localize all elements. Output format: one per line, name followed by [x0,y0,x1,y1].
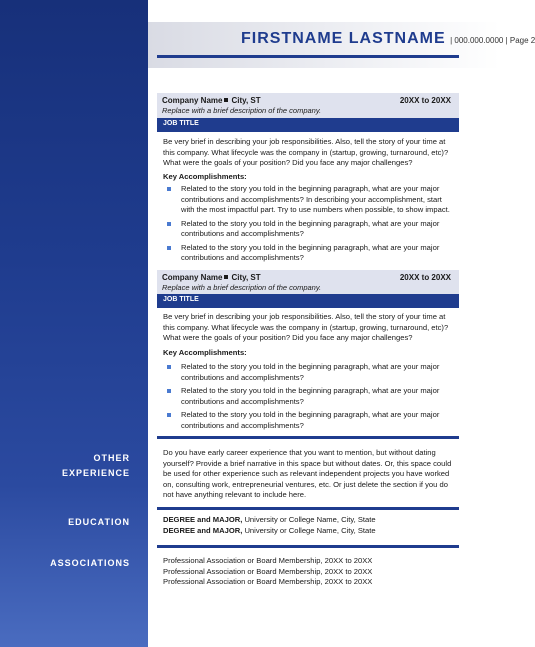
square-bullet-icon [167,413,171,417]
job-2-title: JOB TITLE [163,296,199,303]
job-1-accomplishments-list [163,184,455,267]
education-entry: DEGREE and MAJOR, University or College Name, City, State [163,525,376,535]
square-bullet-icon [167,222,171,226]
education-entry: DEGREE and MAJOR, University or College Name, City, State [163,515,376,524]
other-experience-heading: OTHER EXPERIENCE [61,453,130,478]
education-heading: EDUCATION [68,517,130,527]
job-1-dates: 20XX to 20XX [399,96,451,105]
list-item: Related to the story you told in the beginning paragraph, what are your major contributions and accomplishments? [163,386,455,407]
job-2-location: City, ST [231,273,261,282]
job-2-description: Replace with a brief description of the company. [162,283,322,292]
header-meta: | 000.000.0000 | Page 2 [450,36,535,45]
square-bullet-icon [167,187,171,191]
section-rule-other [157,436,459,439]
list-item: Related to the story you told in the beginning paragraph, what are your major contributions and accomplishments? In describing your accomplishment, start with the most impactful part. Try to use numbers when possible, to show impact. [163,184,455,216]
section-rule-associations [157,545,459,548]
job-1-title: JOB TITLE [163,120,199,127]
job-2-accomplishments-label: Key Accomplishments: [163,348,247,357]
header-rule [157,55,459,58]
job-1-company-bar [157,93,459,119]
job-1-title-bar [157,118,459,132]
square-bullet-icon [167,246,171,250]
job-2-title-bar [157,294,459,308]
other-experience-text: Do you have early career experience that you want to mention, but without dating yourself? Provide a brief narrative in this space but without dates. Or, this space could be used for other experience such as relevant independent projects you have worked on, consulting work, entrepreneurial ventures, etc. Or just delete the section if you do not have anything relevant to include here. [163,448,452,499]
job-1-accomplishments-label: Key Accomplishments: [163,172,247,181]
job-2-company-bar [157,270,459,296]
candidate-name: FIRSTNAME LASTNAME [241,30,446,47]
associations-list [163,556,455,588]
education-list [163,515,455,536]
job-2-company-name: Company Name [162,273,223,282]
list-item: Related to the story you told in the beginning paragraph, what are your major contributions and accomplishments? [163,243,455,264]
job-1-company-name: Company Name [162,96,223,105]
job-1-description: Replace with a brief description of the company. [162,106,322,115]
job-2-accomplishments-list [163,362,455,434]
square-bullet-icon [167,365,171,369]
sidebar [0,0,148,647]
job-1-location: City, ST [231,96,261,105]
job-2-company [162,273,261,282]
square-bullet-icon [224,98,228,102]
association-entry: Professional Association or Board Membership, 20XX to 20XX [163,577,373,586]
list-item: Related to the story you told in the beginning paragraph, what are your major contributions and accomplishments? [163,219,455,240]
job-2-dates: 20XX to 20XX [399,273,451,282]
association-entry: Professional Association or Board Membership, 20XX to 20XX [163,566,373,576]
association-entry: Professional Association or Board Membership, 20XX to 20XX [163,556,373,565]
list-item: Related to the story you told in the beginning paragraph, what are your major contributions and accomplishments? [163,410,455,431]
list-item: Related to the story you told in the beginning paragraph, what are your major contributions and accomplishments? [163,362,455,383]
section-rule-education [157,507,459,510]
job-1-summary: Be very brief in describing your job responsibilities. Also, tell the story of your time at this company. What lifecycle was the company in (startup, growing, turnaround, etc)? What were the goals of your position? Did you face any major challenges? [163,137,449,167]
job-2-summary: Be very brief in describing your job responsibilities. Also, tell the story of your time at this company. What lifecycle was the company in (startup, growing, turnaround, etc)? What were the goals of your position? Did you face any major challenges? [163,312,449,342]
job-1-company [162,96,261,105]
page-header [241,30,535,48]
square-bullet-icon [224,275,228,279]
associations-heading: ASSOCIATIONS [50,558,130,568]
square-bullet-icon [167,389,171,393]
